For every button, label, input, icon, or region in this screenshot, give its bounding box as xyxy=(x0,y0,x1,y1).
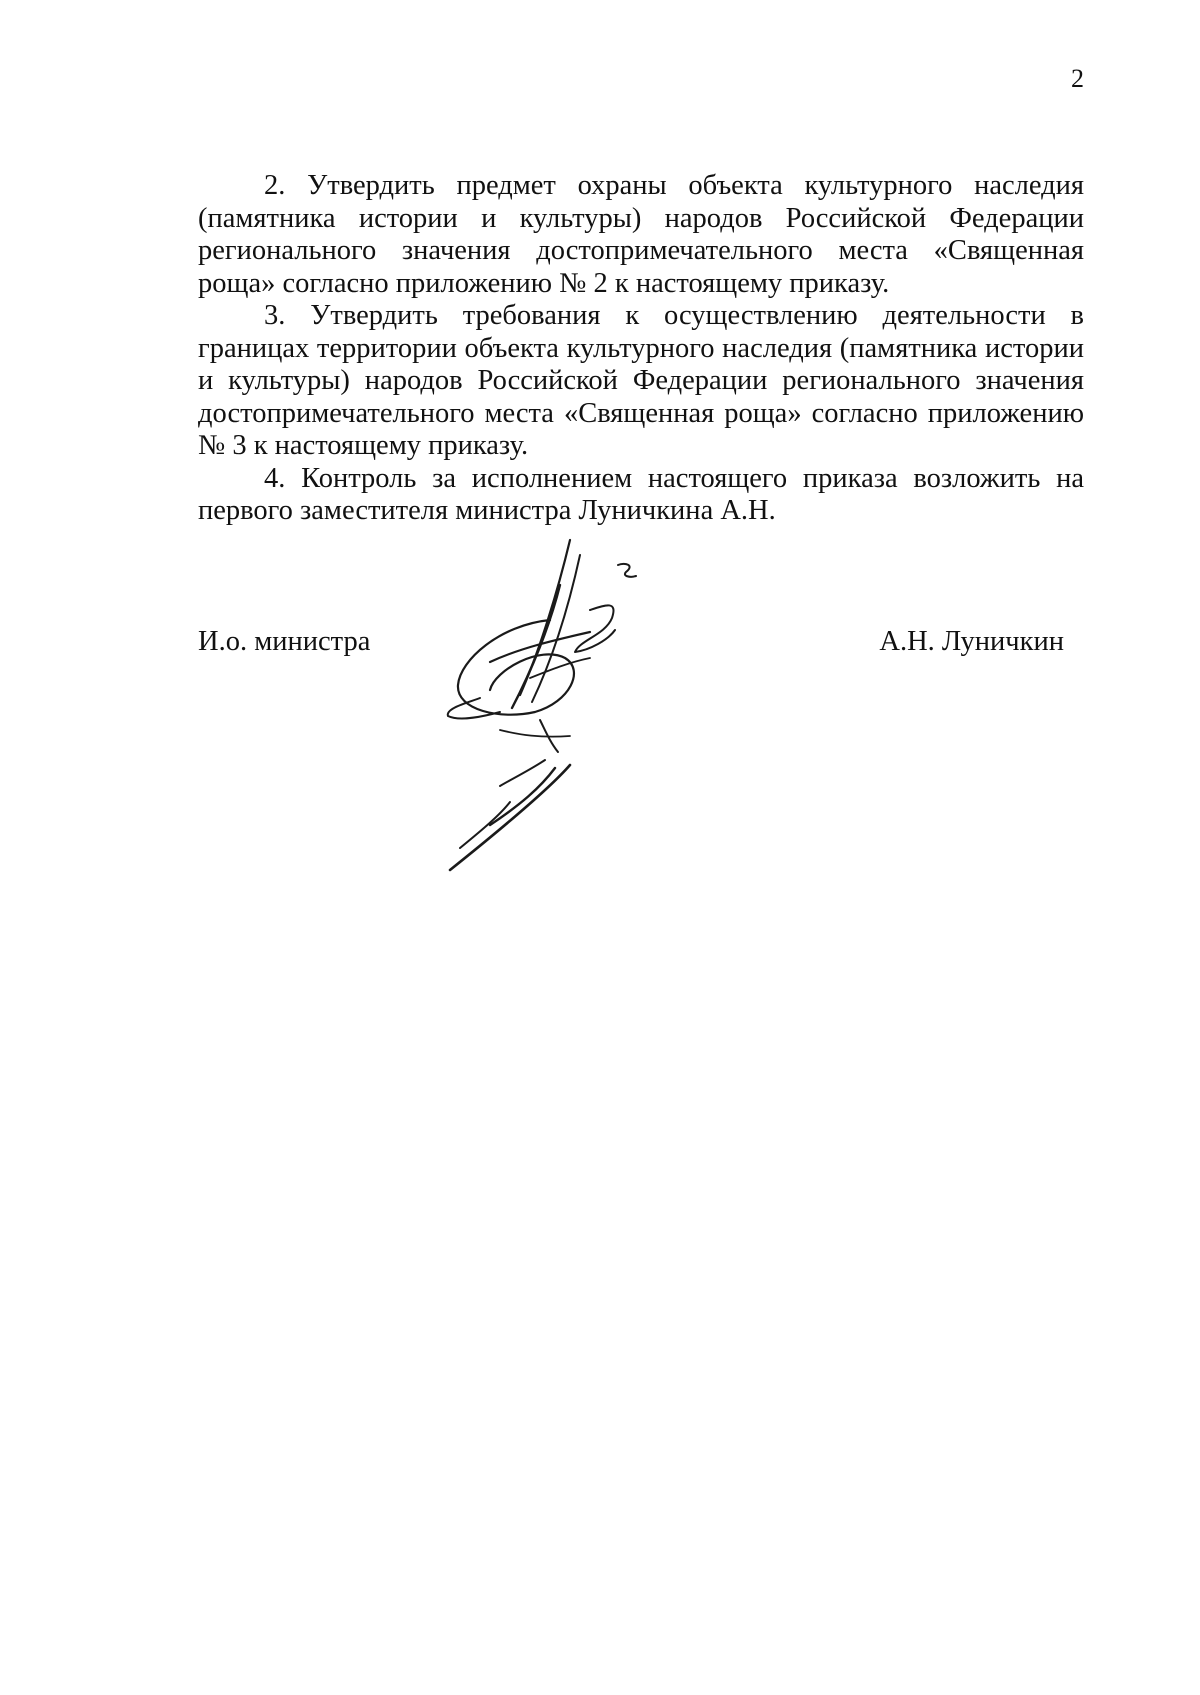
handwritten-signature xyxy=(440,530,700,910)
paragraph-item-4: 4. Контроль за исполнением настоящего приказа возложить на первого заместителя министра Луничкина А.Н. xyxy=(198,462,1084,526)
paragraph-item-3: 3. Утвердить требования к осуществлению деятельности в границах территории объекта культурного наследия (памятника истории и культуры) народов Российской Федерации регионального значения достопримечательного места «Священная роща» согласно приложению № 3 к настоящему приказу. xyxy=(198,300,1084,461)
signatory-title: И.о. министра xyxy=(198,626,371,657)
page-number: 2 xyxy=(1071,64,1084,93)
signatory-name: А.Н. Луничкин xyxy=(879,626,1064,657)
paragraph-item-2: 2. Утвердить предмет охраны объекта культурного наследия (памятника истории и культуры) народов Российской Федерации регионального значения достопримечательного места «Священная роща» согласно приложению № 2 к настоящему приказу. xyxy=(198,170,1084,299)
document-body xyxy=(198,170,1084,528)
